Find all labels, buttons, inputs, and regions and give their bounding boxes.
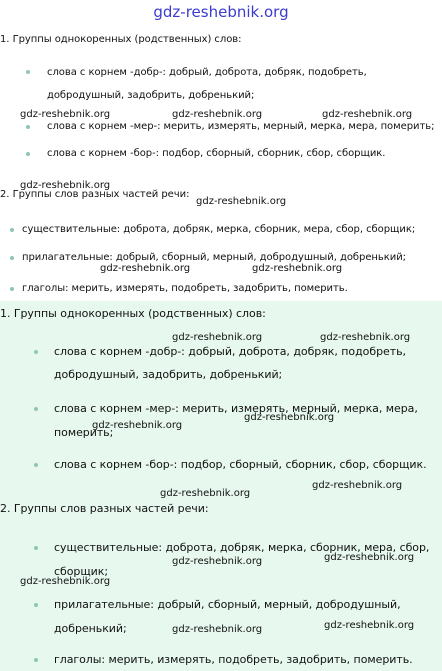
watermark: gdz-reshebnik.org [320,332,411,343]
bullet-icon [34,603,38,607]
bottom-verbs: глаголы: мерить, измерять, подобреть, задобрить, померить. [54,653,413,666]
site-header[interactable]: gdz-reshebnik.org [153,3,289,21]
bullet-icon [10,256,14,260]
bottom-adjectives-line1: прилагательные: добрый, сборный, мерный, добродушный, [54,598,401,611]
top-heading-parts: 2. Группы слов разных частей речи: [0,189,190,200]
watermark: gdz-reshebnik.org [312,480,403,491]
bullet-icon [34,658,38,662]
bullet-icon [34,407,38,411]
top-answer-section [0,0,442,302]
top-nouns: существительные: доброта, добряк, мерка, сборник, мера, сбор, сборщик; [22,224,416,235]
watermark: gdz-reshebnik.org [196,196,287,207]
bullet-icon [26,125,30,129]
watermark: gdz-reshebnik.org [252,263,343,274]
bullet-icon [26,152,30,156]
bottom-nouns-line1: существительные: доброта, добряк, мерка, сборник, мера, сбор, [54,541,430,554]
top-root-bor: слова с корнем -бор-: подбор, сборный, сборник, сбор, сборщик. [47,148,386,159]
bottom-root-mer-line1: слова с корнем -мер-: мерить, измерять, мерный, мерка, мера, [54,402,418,415]
watermark: gdz-reshebnik.org [20,180,111,191]
top-adjectives: прилагательные: добрый, сборный, мерный, добродушный, добренький; [22,252,406,263]
watermark: gdz-reshebnik.org [160,488,251,499]
bullet-icon [26,70,30,74]
watermark: gdz-reshebnik.org [20,109,111,120]
bottom-answer-section [0,301,442,671]
watermark: gdz-reshebnik.org [20,576,111,587]
bullet-icon [10,287,14,291]
top-root-dobr-line2: добродушный, задобрить, добренький; [47,90,255,101]
bullet-icon [34,546,38,550]
bullet-icon [34,350,38,354]
top-root-mer: слова с корнем -мер-: мерить, измерять, мерный, мерка, мера, померить; [47,121,435,132]
watermark: gdz-reshebnik.org [100,263,191,274]
watermark: gdz-reshebnik.org [322,109,413,120]
bottom-root-mer-line2: померить; [54,426,114,439]
bottom-nouns-line2: сборщик; [54,565,109,578]
bullet-icon [10,228,14,232]
watermark: gdz-reshebnik.org [172,109,263,120]
watermark: gdz-reshebnik.org [324,552,415,563]
top-heading-roots: 1. Группы однокоренных (родственных) слов: [0,34,242,45]
bottom-root-dobr-line1: слова с корнем -добр-: добрый, доброта, добряк, подобреть, [54,345,406,358]
bullet-icon [34,463,38,467]
bottom-adjectives-line2: добренький; [54,622,127,635]
watermark: gdz-reshebnik.org [324,620,415,631]
bottom-heading-roots: 1. Группы однокоренных (родственных) слов: [0,307,266,320]
watermark: gdz-reshebnik.org [172,332,263,343]
bottom-root-bor: слова с корнем -бор-: подбор, сборный, сборник, сбор, сборщик. [54,458,427,471]
watermark: gdz-reshebnik.org [92,420,183,431]
bottom-root-dobr-line2: добродушный, задобрить, добренький; [54,368,283,381]
watermark: gdz-reshebnik.org [244,412,335,423]
top-root-dobr-line1: слова с корнем -добр-: добрый, доброта, добряк, подобреть, [47,67,367,78]
top-verbs: глаголы: мерить, измерять, подобреть, задобрить, померить. [22,283,348,294]
bottom-heading-parts: 2. Группы слов разных частей речи: [0,502,209,515]
watermark: gdz-reshebnik.org [172,624,263,635]
watermark: gdz-reshebnik.org [172,556,263,567]
